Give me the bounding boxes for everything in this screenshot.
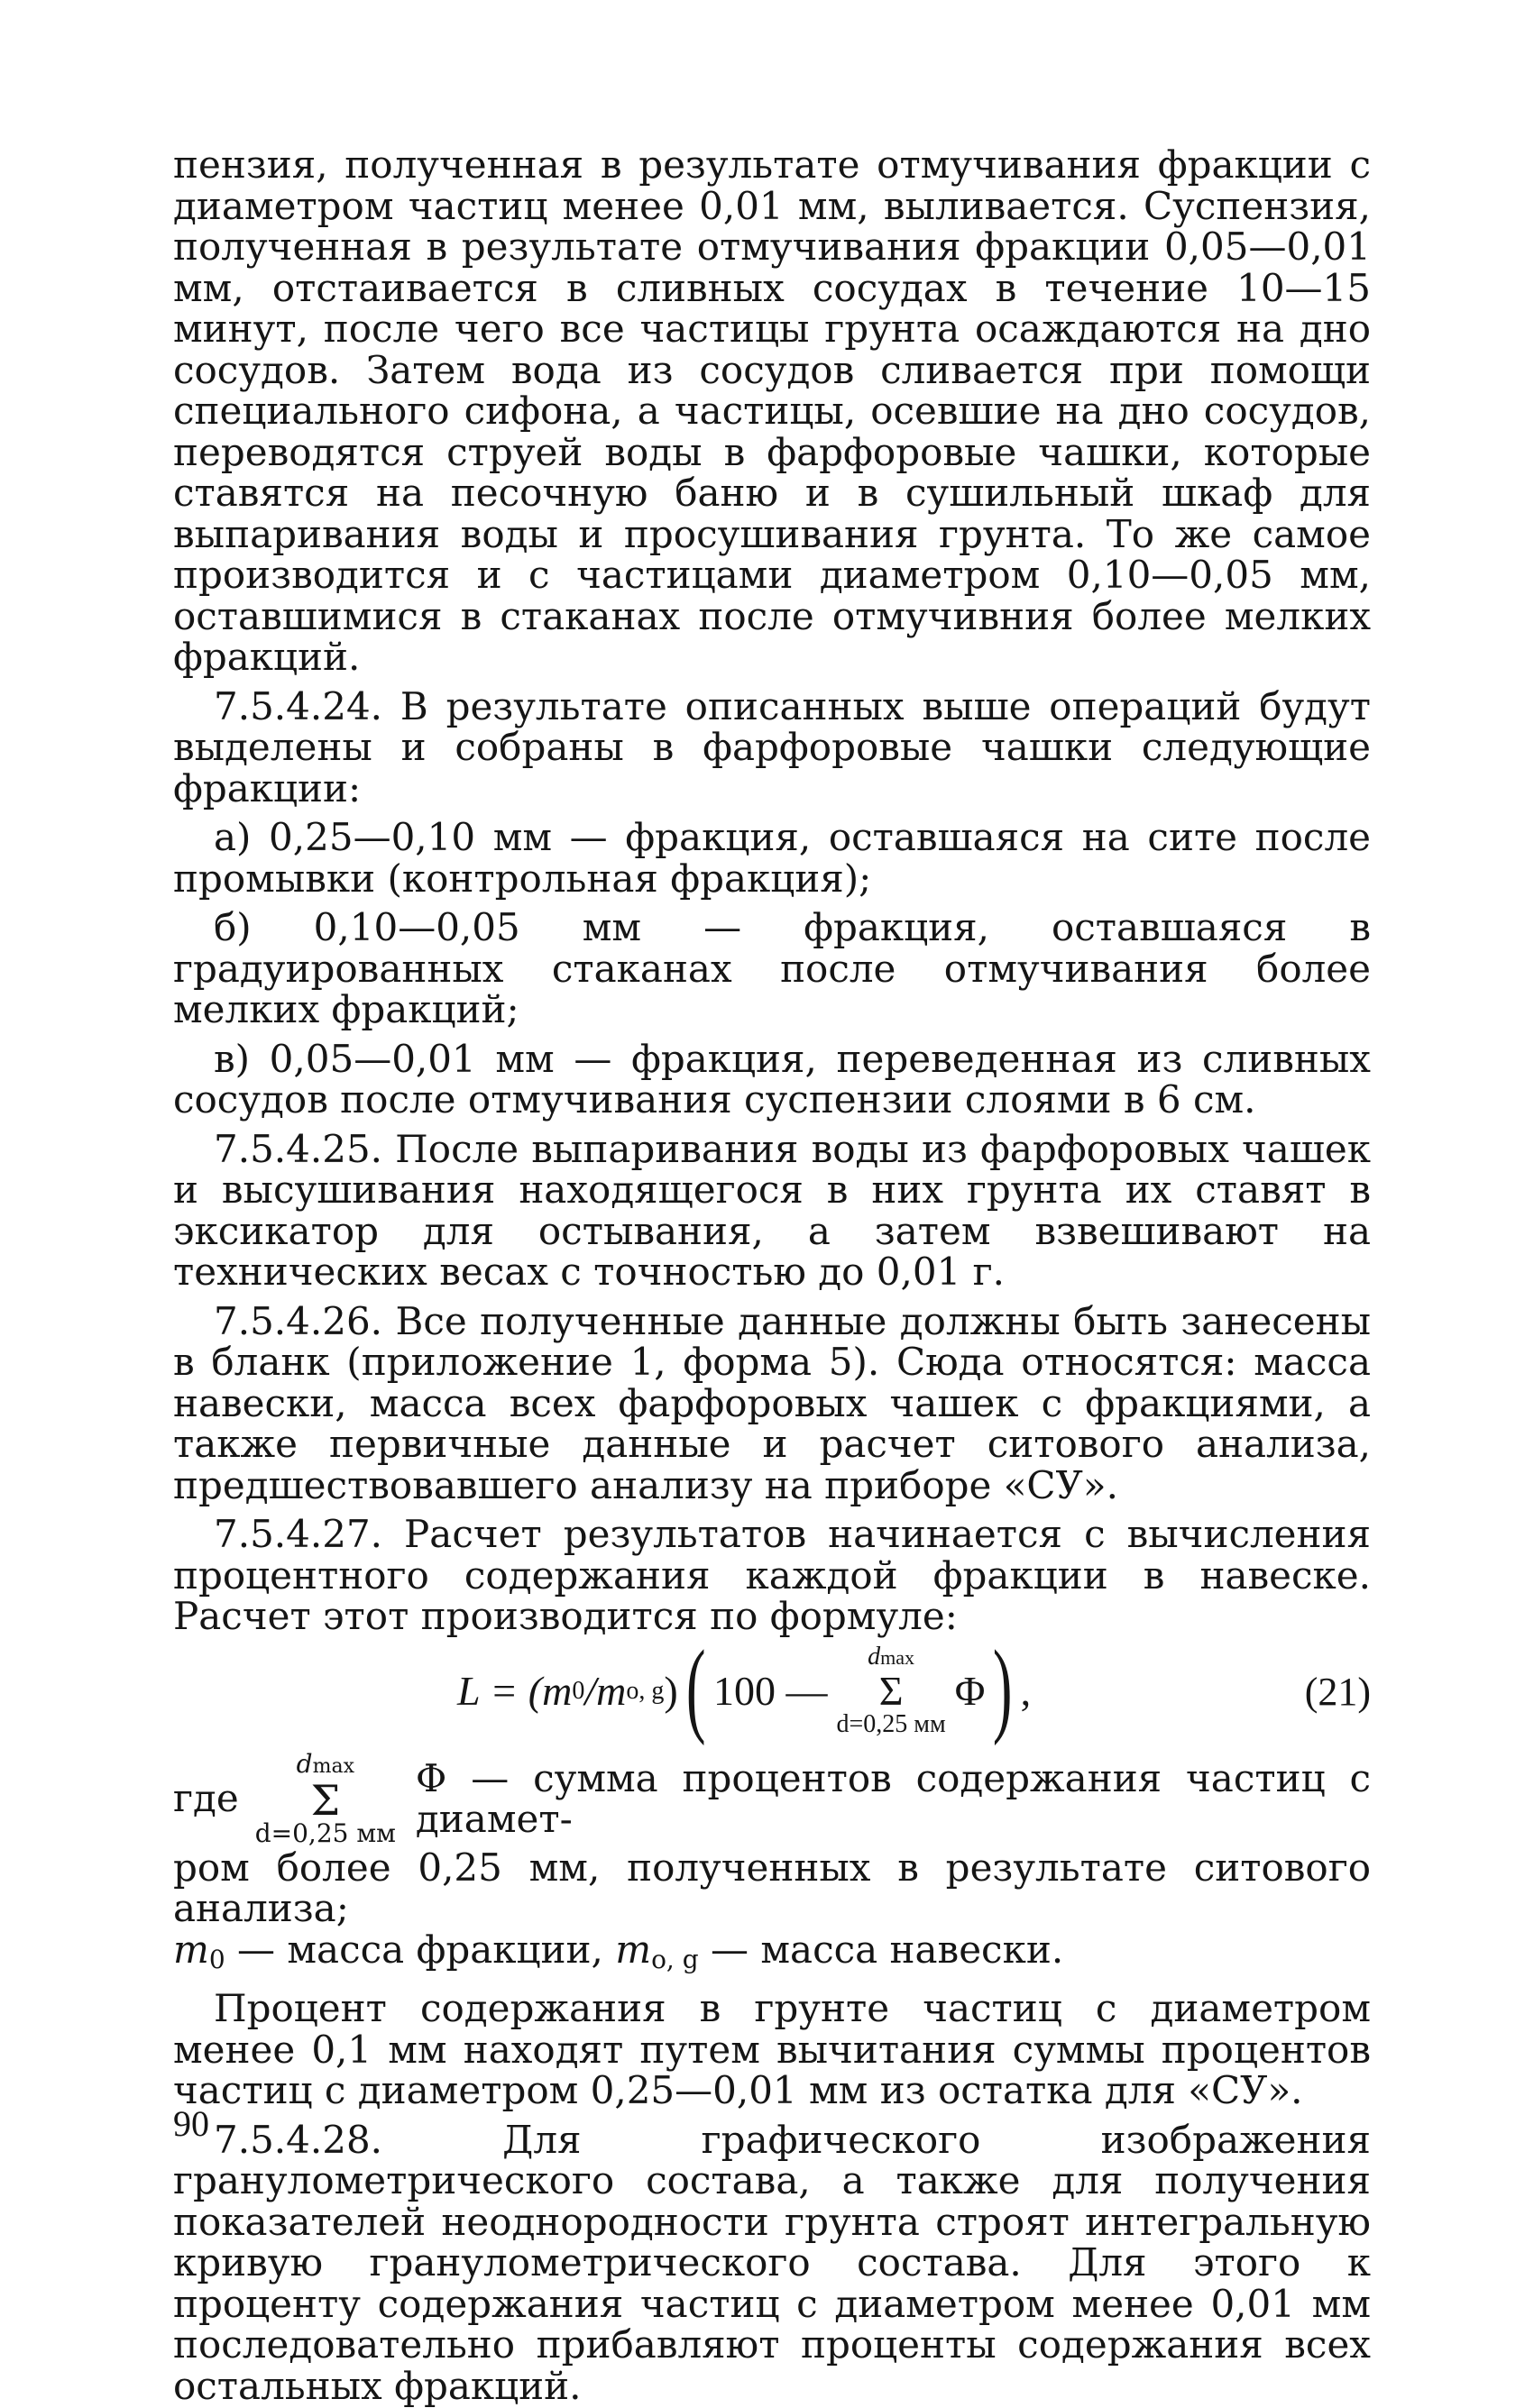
- paragraph: Процент содержания в грунте частиц с диаметром менее 0,1 мм находят путем вычитания суммы процентов частиц с диаметром 0,25—0,01 мм из остатка для «СУ».: [173, 1986, 1371, 2112]
- formula-lhs: L = (m: [457, 1667, 573, 1714]
- where-sum-upper: d: [296, 1748, 313, 1779]
- list-item: б) 0,10—0,05 мм — фракция, оставшаяся в градуированных стаканах после отмучивания более мелких фракций;: [173, 905, 1371, 1031]
- list-item: в) 0,05—0,01 мм — фракция, переведенная из сливных сосудов после отмучивания суспензии слоями в 6 см.: [173, 1036, 1371, 1122]
- sigma-symbol: Σ: [878, 1668, 904, 1714]
- body-text: [173, 144, 1371, 2406]
- formula-close-paren: ): [993, 1627, 1013, 1746]
- formula-sum: [836, 1643, 945, 1738]
- sum-upper-sub: max: [880, 1646, 915, 1669]
- formula-mog-sub: o, g: [626, 1676, 665, 1705]
- formula-comma: ,: [1020, 1667, 1032, 1714]
- paragraph: 7.5.4.25. После выпаривания воды из фарфоровых чашек и высушивания находящегося в них грунта их ставят в эксикатор для остывания, а затем взвешивают на технических весах с точностью до 0,01 г.: [173, 1126, 1371, 1294]
- formula-21: [173, 1627, 1371, 1746]
- where-line1: Φ — сумма процентов содержания частиц с диамет-: [415, 1755, 1371, 1841]
- formula-open-paren: (: [685, 1627, 706, 1746]
- formula-phi: Φ: [954, 1667, 986, 1714]
- where-definitions: [173, 1929, 1371, 1981]
- where-sum: [254, 1748, 396, 1848]
- m0-symbol: m: [173, 1927, 209, 1972]
- paragraph: 7.5.4.26. Все полученные данные должны быть занесены в бланк (приложение 1, форма 5). Сюда относятся: масса навески, масса всех фарфоровых чашек с фракциями, а также первичные данные и расчет ситового анализа, предшествовавшего анализу на приборе «СУ».: [173, 1298, 1371, 1507]
- m0-sub: 0: [208, 1944, 225, 1974]
- paragraph: 7.5.4.24. В результате описанных выше операций будут выделены и собраны в фарфоровые чашки следующие фракции:: [173, 683, 1371, 810]
- where-clause: [173, 1748, 1371, 1848]
- formula-expression: [457, 1627, 1032, 1746]
- where-sum-lower: d=0,25 мм: [254, 1817, 396, 1848]
- where-sigma-symbol: Σ: [310, 1775, 341, 1825]
- formula-m0-sub: 0: [572, 1676, 585, 1705]
- paragraph: пензия, полученная в результате отмучивания фракции с диаметром частиц менее 0,01 мм, выливается. Суспензия, полученная в результате отмучивания фракции 0,05—0,01 мм, отстаивается в сливных сосудах в течение 10—15 минут, после чего все частицы грунта осаждаются на дно сосудов. Затем вода из сосудов сливается при помощи специального сифона, а частицы, осевшие на дно сосудов, переводятся струей воды в фарфоровые чашки, которые ставятся на песочную баню и в сушильный шкаф для выпаривания воды и просушивания грунта. То же самое производится и с частицами диаметром 0,10—0,05 мм, оставшимися в стаканах после отмучивния более мелких фракций.: [173, 142, 1371, 679]
- formula-close: ): [664, 1667, 678, 1714]
- mog-desc: — масса навески.: [698, 1927, 1064, 1972]
- formula-slash: /m: [584, 1667, 627, 1714]
- equation-number: (21): [1304, 1669, 1371, 1714]
- m0-desc: — масса фракции,: [225, 1927, 616, 1972]
- mog-sub: o, g: [651, 1944, 699, 1974]
- page-number: 90: [173, 2103, 209, 2144]
- where-continuation: ром более 0,25 мм, полученных в результате ситового анализа;: [173, 1845, 1371, 1930]
- where-sum-upper-sub: max: [312, 1754, 354, 1778]
- where-prefix: где: [173, 1776, 239, 1821]
- paragraph: 7.5.4.28. Для графического изображения гранулометрического состава, а также для получения показателей неоднородности грунта строят интегральную кривую гранулометрического состава. Для этого к проценту содержания частиц с диаметром менее 0,01 мм последовательно прибавляют проценты содержания всех остальных фракций.: [173, 2117, 1371, 2408]
- mog-symbol: m: [615, 1927, 652, 1972]
- sum-upper: d: [868, 1643, 881, 1671]
- list-item: а) 0,25—0,10 мм — фракция, оставшаяся на сите после промывки (контрольная фракция);: [173, 815, 1371, 901]
- formula-hundred: 100 —: [712, 1667, 828, 1714]
- sum-lower: d=0,25 мм: [836, 1710, 946, 1738]
- paragraph: 7.5.4.27. Расчет результатов начинается с вычисления процентного содержания каждой фракции в навеске. Расчет этот производится по формуле:: [173, 1512, 1371, 1638]
